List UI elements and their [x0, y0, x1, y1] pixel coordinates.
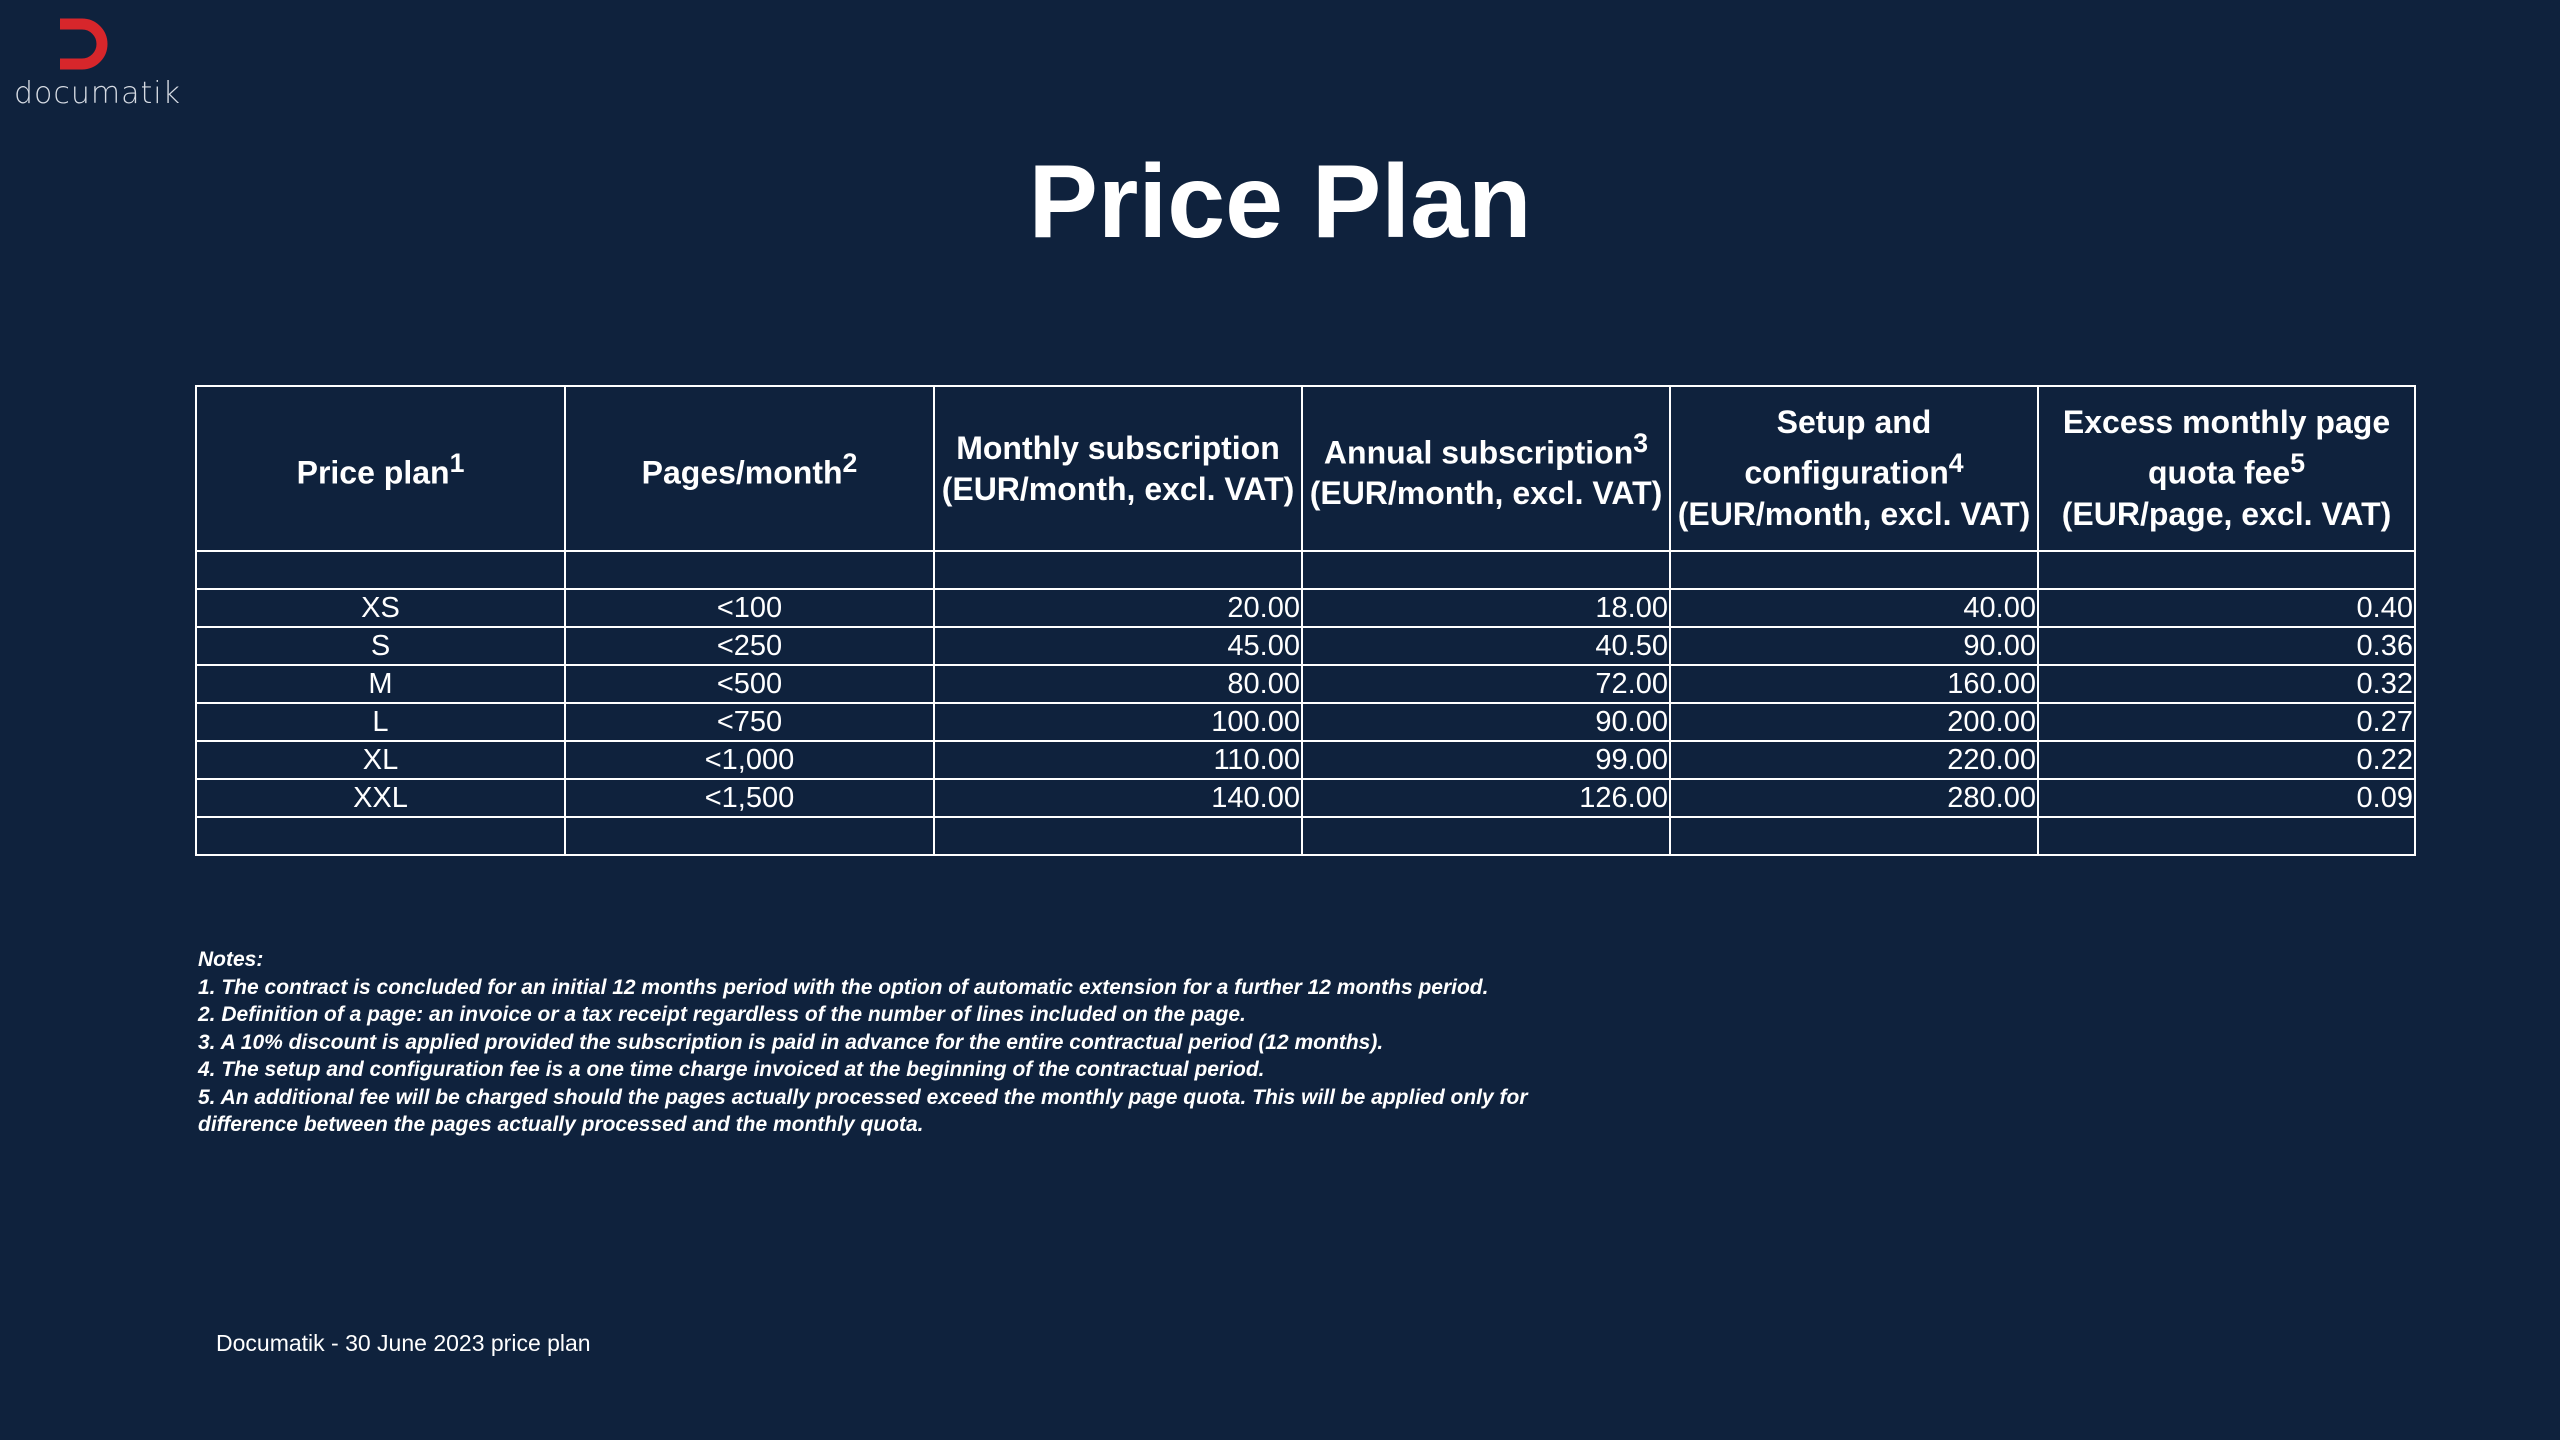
header-pages-month: Pages/month$^2$: [565, 386, 934, 551]
cell-price-plan: S: [196, 627, 565, 665]
cell-setup-configuration: 160.00: [1670, 665, 2038, 703]
header-setup-configuration: Setup and configuration$^4$ (EUR/month, excl. VAT): [1670, 386, 2038, 551]
notes-heading: Notes:: [198, 948, 264, 971]
note-5: 5. An additional fee will be charged should the pages actually processed exceed the monthly page quota. This will be applied only for: [198, 1085, 1528, 1109]
cell-excess-fee: 0.40: [2038, 589, 2415, 627]
documatik-logo: [12, 18, 181, 111]
documatik-logo-icon: [52, 18, 122, 76]
cell-price-plan: XL: [196, 741, 565, 779]
cell-setup-configuration: 200.00: [1670, 703, 2038, 741]
cell-annual-subscription: 90.00: [1302, 703, 1670, 741]
cell-annual-subscription: 99.00: [1302, 741, 1670, 779]
note-3: 3. A 10% discount is applied provided the subscription is paid in advance for the entire contractual period (12 months).: [198, 1030, 1384, 1054]
notes: [198, 946, 1528, 1139]
cell-pages-month: <250: [565, 627, 934, 665]
cell-monthly-subscription: 100.00: [934, 703, 1302, 741]
cell-monthly-subscription: 110.00: [934, 741, 1302, 779]
cell-setup-configuration: 220.00: [1670, 741, 2038, 779]
cell-annual-subscription: 18.00: [1302, 589, 1670, 627]
cell-setup-configuration: 280.00: [1670, 779, 2038, 817]
cell-excess-fee: 0.22: [2038, 741, 2415, 779]
table-row: [196, 665, 2415, 703]
cell-pages-month: <500: [565, 665, 934, 703]
price-plan-table: [195, 385, 2416, 856]
cell-price-plan: M: [196, 665, 565, 703]
cell-excess-fee: 0.09: [2038, 779, 2415, 817]
table-row: [196, 741, 2415, 779]
table-header-row: [196, 386, 2415, 551]
header-monthly-subscription: Monthly subscription (EUR/month, excl. VAT): [934, 386, 1302, 551]
cell-price-plan: XXL: [196, 779, 565, 817]
cell-monthly-subscription: 45.00: [934, 627, 1302, 665]
header-price-plan: Price plan$^1$: [196, 386, 565, 551]
cell-pages-month: <1,000: [565, 741, 934, 779]
cell-monthly-subscription: 20.00: [934, 589, 1302, 627]
header-excess-fee: Excess monthly page quota fee$^5$ (EUR/page, excl. VAT): [2038, 386, 2415, 551]
cell-annual-subscription: 40.50: [1302, 627, 1670, 665]
cell-excess-fee: 0.27: [2038, 703, 2415, 741]
cell-annual-subscription: 126.00: [1302, 779, 1670, 817]
cell-setup-configuration: 90.00: [1670, 627, 2038, 665]
note-4: 4. The setup and configuration fee is a one time charge invoiced at the beginning of the contractual period.: [198, 1058, 1265, 1081]
cell-excess-fee: 0.36: [2038, 627, 2415, 665]
logo-text: documatik: [14, 76, 181, 111]
cell-pages-month: <100: [565, 589, 934, 627]
cell-price-plan: L: [196, 703, 565, 741]
header-annual-subscription: Annual subscription$^3$ (EUR/month, excl. VAT): [1302, 386, 1670, 551]
note-2: 2. Definition of a page: an invoice or a tax receipt regardless of the number of lines included on the page.: [198, 1003, 1246, 1026]
table-spacer-row: [196, 551, 2415, 589]
table-row: [196, 589, 2415, 627]
cell-annual-subscription: 72.00: [1302, 665, 1670, 703]
cell-pages-month: <750: [565, 703, 934, 741]
table-row: [196, 703, 2415, 741]
note-5-continued: difference between the pages actually processed and the monthly quota.: [198, 1113, 924, 1136]
cell-price-plan: XS: [196, 589, 565, 627]
table-spacer-row: [196, 817, 2415, 855]
page-title: Price Plan: [1028, 144, 1532, 260]
note-1: 1. The contract is concluded for an initial 12 months period with the option of automatic extension for a further 12 months period.: [198, 975, 1489, 999]
cell-pages-month: <1,500: [565, 779, 934, 817]
table-row: [196, 627, 2415, 665]
footer: Documatik - 30 June 2023 price plan: [216, 1330, 591, 1356]
table-row: [196, 779, 2415, 817]
cell-monthly-subscription: 80.00: [934, 665, 1302, 703]
cell-excess-fee: 0.32: [2038, 665, 2415, 703]
cell-monthly-subscription: 140.00: [934, 779, 1302, 817]
cell-setup-configuration: 40.00: [1670, 589, 2038, 627]
